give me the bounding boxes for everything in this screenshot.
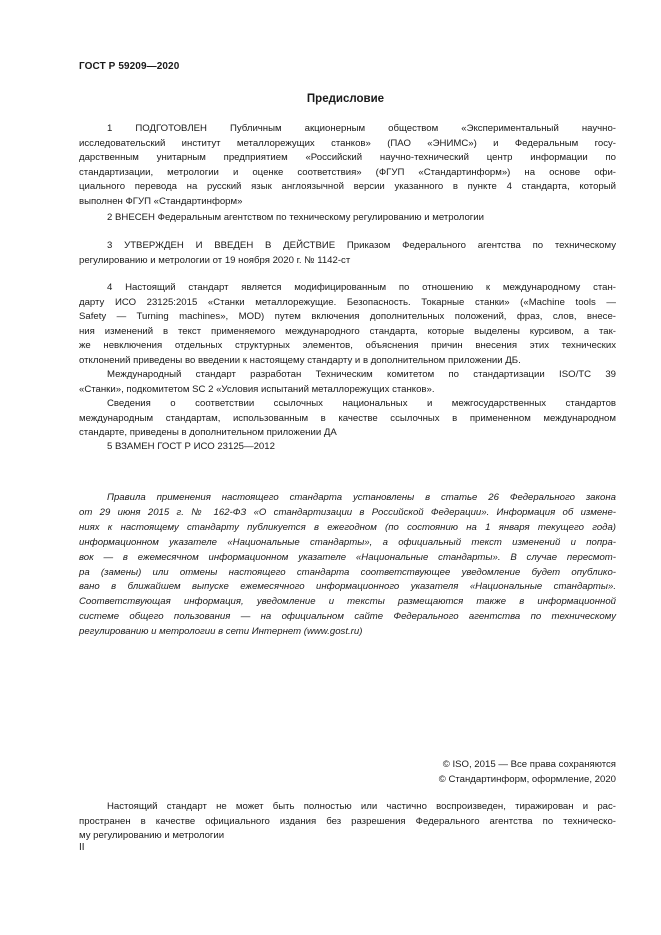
copyright-block (439, 757, 616, 787)
text-line: стандарте, приведены в дополнительном приложении ДА (79, 427, 337, 438)
page-number: II (79, 842, 85, 853)
text-line: 5 ВЗАМЕН ГОСТ Р ИСО 23125—2012 (107, 441, 275, 452)
text-line: информационном указателе «Национальные стандарты», а официальный текст изменений и попра- (79, 536, 616, 548)
text-line: международным стандартам, использованным в качестве ссылочных в примененном международном (79, 412, 616, 424)
text-line: Правила применения настоящего стандарта установлены в статье 26 Федерального закона (107, 492, 616, 503)
text-line: Международный стандарт разработан Техническим комитетом по стандартизации ISO/TC 39 (107, 369, 616, 380)
page-title: Предисловие (306, 93, 385, 105)
text-line: исследовательский институт металлорежущих станков» (ПАО «ЭНИМС») и Федеральным госу- (79, 137, 616, 149)
copyright-iso: © ISO, 2015 — Все права сохраняются (442, 759, 616, 770)
text-line: Safety — Turning machines», MOD) путем включения дополнительных положений, фраз, слов, внесе- (79, 311, 616, 322)
copyright-standartinform: © Стандартинформ, оформление, 2020 (438, 774, 616, 785)
text-line: 2 ВНЕСЕН Федеральным агентством по техническому регулированию и метрологии (107, 212, 485, 223)
text-line: ниях к настоящему стандарту публикуется в ежегодном (по состоянию на 1 января текущего года) (79, 521, 616, 533)
section-3 (79, 239, 616, 268)
text-line: вано в ближайшем выпуске ежемесячного информационного указателя «Национальные стандарты». (79, 581, 616, 593)
text-line: 4 Настоящий стандарт является модифицированным по отношению к международному стан- (107, 282, 616, 293)
text-line: отклонений приведены во введении к настоящему стандарту и в дополнительном приложении ДБ. (79, 354, 521, 366)
text-line: Соответствующая информация, уведомление и тексты размещаются также в информационной (79, 596, 616, 608)
text-line: му регулированию и метрологии (79, 830, 225, 841)
reproduction-notice (79, 800, 616, 844)
section-2 (79, 211, 616, 226)
text-line: пространен в качестве официального издания без разрешения Федерального агентства по техническо- (79, 815, 616, 827)
text-line: 3 УТВЕРЖДЕН И ВВЕДЕН В ДЕЙСТВИЕ Приказом Федерального агентства по техническому (107, 240, 616, 251)
section-1 (79, 122, 616, 209)
text-line: Настоящий стандарт не может быть полностью или частично воспроизведен, тиражирован и рас- (107, 801, 616, 812)
text-line: выполнен ФГУП «Стандартинформ» (79, 195, 243, 207)
section-5 (79, 440, 616, 455)
text-line: от 29 июня 2015 г. № 162-ФЗ «О стандартизации в Российской Федерации». Информация об измене- (79, 506, 616, 518)
text-line: циального перевода на русский язык англоязычной версии указанного в пункте 4 стандарта, который (79, 181, 616, 192)
text-line: дарту ИСО 23125:2015 «Станки металлорежущие. Безопасность. Токарные станки» («Machine tools — (79, 296, 616, 308)
text-line: системе общего пользования — на официальном сайте Федерального агентства по техническому (79, 611, 616, 623)
text-line: 1 ПОДГОТОВЛЕН Публичным акционерным обществом «Экспериментальный научно- (107, 123, 616, 134)
standard-code: ГОСТ Р 59209—2020 (79, 61, 180, 72)
text-line: ра (замены) или отмены настоящего стандарта соответствующее уведомление будет опублико- (79, 566, 616, 578)
text-line: регулированию и метрологии в сети Интернет (www.gost.ru) (79, 626, 363, 638)
text-line: стандартизации, метрологии и оценке соответствия» (ФГУП «Стандартинформ») на основе офи- (79, 166, 616, 178)
text-line: же невключения отдельных структурных элементов, объяснения причин внесения этих технических (79, 340, 616, 351)
text-line: дарственным унитарным предприятием «Российский научно-технический центр информации по (79, 152, 616, 163)
text-line: «Станки», подкомитетом SC 2 «Условия испытаний металлорежущих станков». (79, 383, 435, 395)
text-line: вок — в ежемесячном информационном указателе «Национальные стандарты». В случае пересмот- (79, 551, 616, 563)
rules-notice-box (79, 491, 616, 640)
text-line: ния изменений в текст применяемого международного стандарта, которые выделены курсивом, а так- (79, 325, 616, 337)
text-line: регулированию и метрологии от 19 ноября 2020 г. № 1142-ст (79, 254, 351, 266)
section-4 (79, 281, 616, 441)
text-line: Сведения о соответствии ссылочных национальных и межгосударственных стандартов (107, 398, 616, 409)
